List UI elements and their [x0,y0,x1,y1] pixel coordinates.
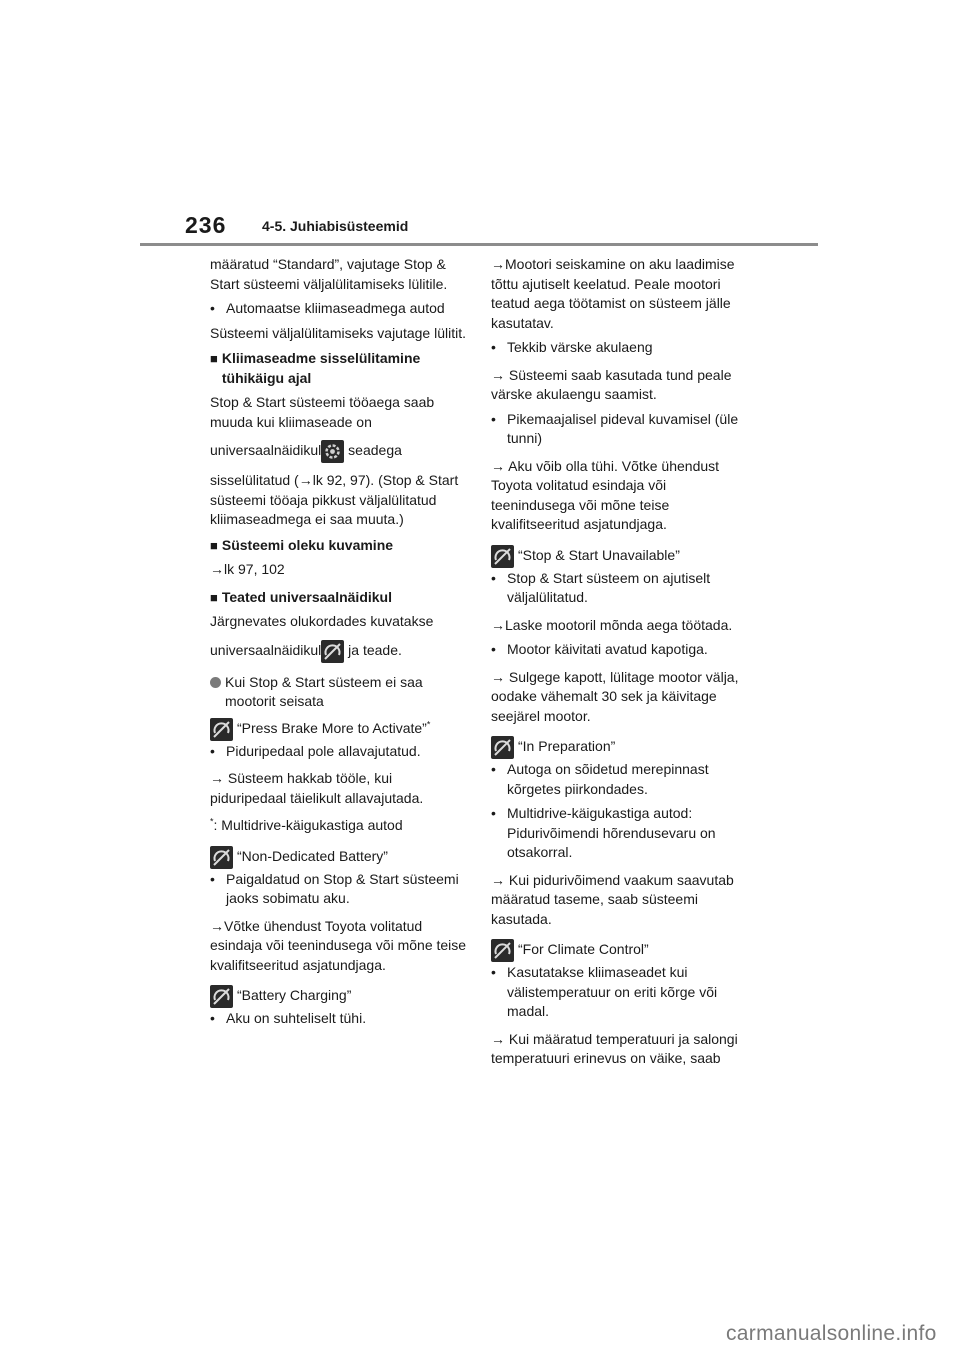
heading-text: Teated universaalnäidikul [221,588,392,605]
bullet-text: Aku on suhteliselt tühi. [226,1010,367,1026]
footnote [210,816,472,836]
paragraph: →Mootori seiskamine on aku laadimise tõttu ajutiselt keelatud. Peale mootori teatud aega töötamist on süsteem jälle kasutatav. [491,256,735,331]
stop-start-indicator-icon [491,939,514,962]
message-text: “Non-Dedicated Battery” [237,847,388,864]
paragraph: Järgnevates olukordades kuvatakse [210,613,434,629]
bullet-point: • [210,1010,215,1026]
bullet-item [210,870,472,909]
circle-item [210,673,472,712]
paragraph: Stop & Start süsteemi tööaega saab muuda kui kliimaseade on [210,394,435,430]
bullet-item [210,299,472,319]
message-text: “Press Brake More to Activate” [237,719,427,736]
bullet-point: • [491,641,496,657]
section-heading [210,349,472,388]
paragraph: → Kui pidurivõimend vaakum saavutab määratud taseme, saab süsteemi kasutada. [491,871,734,927]
message-text: “For Climate Control” [518,941,649,958]
stop-start-indicator-icon [491,736,514,759]
paragraph: → Kui määratud temperatuuri ja salongi temperatuuri erinevus on väike, saab [491,1030,738,1066]
section-heading [210,588,472,608]
header-rule [140,243,818,246]
bullet-text: Tekkib värske akulaeng [507,339,653,355]
paragraph: →Võtke ühendust Toyota volitatud esindaja või teenindusega või mõne teise kvalifitseeritud asjatundjaga. [210,917,467,973]
stop-start-indicator-icon [210,985,233,1008]
settings-gear-icon [321,440,344,463]
bullet-point: • [210,870,215,887]
bullet-item [491,804,753,863]
paragraph-with-icon [210,640,472,663]
inline-text: universaalnäidikul [210,442,322,459]
bullet-text: Stop & Start süsteem on ajutiselt väljalülitatud. [507,569,711,605]
bullet-item [491,640,753,660]
bullet-text: Piduripedaal pole allavajutatud. [226,742,421,759]
bullet-item [491,760,753,799]
footnote-text: : Multidrive-käigukastiga autod [213,817,403,833]
bullet-text: Automaatse kliimaseadmega autod [226,300,445,316]
paragraph-with-icon [210,440,472,463]
bullet-point: • [491,410,496,427]
right-column [491,255,753,1074]
bullet-text: Multidrive-käigukastiga autod: Pidurivõimendi hõrendusevaru on otsakorral. [507,805,716,860]
footnote-marker: * [210,816,214,827]
message-row [491,939,753,962]
paragraph: → Aku võib olla tühi. Võtke ühendust Toyota volitatud esindaja või teenindusega või mõne teise kvalifitseeritud asjatundjaga. [491,457,720,532]
inline-text: universaalnäidikul [210,641,322,658]
bullet-point: • [491,339,496,355]
inline-text: ja teade. [344,641,402,658]
message-row [491,736,753,759]
bullet-item [491,963,753,1022]
circle-bullet-icon [210,677,221,688]
section-heading [210,536,472,556]
bullet-item [210,1009,472,1029]
paragraph: → Süsteem hakkab tööle, kui piduripedaal täielikult allavajutada. [210,770,424,806]
bullet-point: • [210,742,215,759]
message-text: “Stop & Start Unavailable” [518,546,680,563]
heading-text: Kliimaseadme sisselülitamine tühikäigu ajal [221,350,421,386]
paragraph: →Laske mootoril mõnda aega töötada. [491,616,733,633]
bullet-text: Paigaldatud on Stop & Start süsteemi jaoks sobimatu aku. [226,870,459,906]
footnote-marker: * [426,719,431,730]
left-column [210,255,472,1034]
stop-start-indicator-icon [210,718,233,741]
bullet-text: Mootor käivitati avatud kapotiga. [507,641,708,657]
paragraph: → Süsteemi saab kasutada tund peale värske akulaengu saamist. [491,366,732,402]
paragraph: määratud “Standard”, vajutage Stop & Start süsteemi väljalülitamiseks lülitile. [210,256,448,292]
message-row [210,718,472,741]
bullet-point: • [491,761,496,777]
watermark: carmanualsonline.info [726,1322,937,1345]
square-bullet-icon: ■ [210,351,218,366]
bullet-item [491,338,753,358]
bullet-point: • [491,805,496,821]
inline-text: seadega [344,442,402,459]
square-bullet-icon: ■ [210,589,218,605]
bullet-item [210,742,472,762]
heading-text: Süsteemi oleku kuvamine [221,536,394,553]
paragraph: sisselülitatud (→lk 92, 97). (Stop & Start süsteemi tööaja pikkust väljalülitatud kliimaseadmega ei saa muuta.) [210,472,459,527]
bullet-text: Pikemaajalisel pideval kuvamisel (üle tunni) [507,410,739,446]
bullet-item [491,569,753,608]
paragraph: Süsteemi väljalülitamiseks vajutage lülitit. [210,324,466,341]
message-row [210,846,472,869]
bullet-text: Autoga on sõidetud merepinnast kõrgetes piirkondades. [507,761,709,797]
square-bullet-icon: ■ [210,537,218,553]
stop-start-indicator-icon [491,545,514,568]
bullet-point: • [491,569,496,586]
message-text: “In Preparation” [518,738,616,755]
circle-item-text: Kui Stop & Start süsteem ei saa mootorit seisata [225,673,423,709]
stop-start-indicator-icon [210,846,233,869]
bullet-item [491,410,753,449]
paragraph: →lk 97, 102 [210,561,285,577]
bullet-text: Kasutatakse kliimaseadet kui välistemperatuur on eriti kõrge või madal. [507,964,718,1019]
paragraph: → Sulgege kapott, lülitage mootor välja, oodake vähemalt 30 sek ja käivitage seejärel mootor. [491,668,739,724]
message-row [210,985,472,1008]
bullet-point: • [491,964,496,980]
stop-start-indicator-icon [321,640,344,663]
bullet-point: • [210,300,215,316]
page-number: 236 [185,212,227,238]
section-title: 4-5. Juhiabisüsteemid [262,218,409,234]
message-row [491,545,753,568]
message-text: “Battery Charging” [237,987,352,1004]
